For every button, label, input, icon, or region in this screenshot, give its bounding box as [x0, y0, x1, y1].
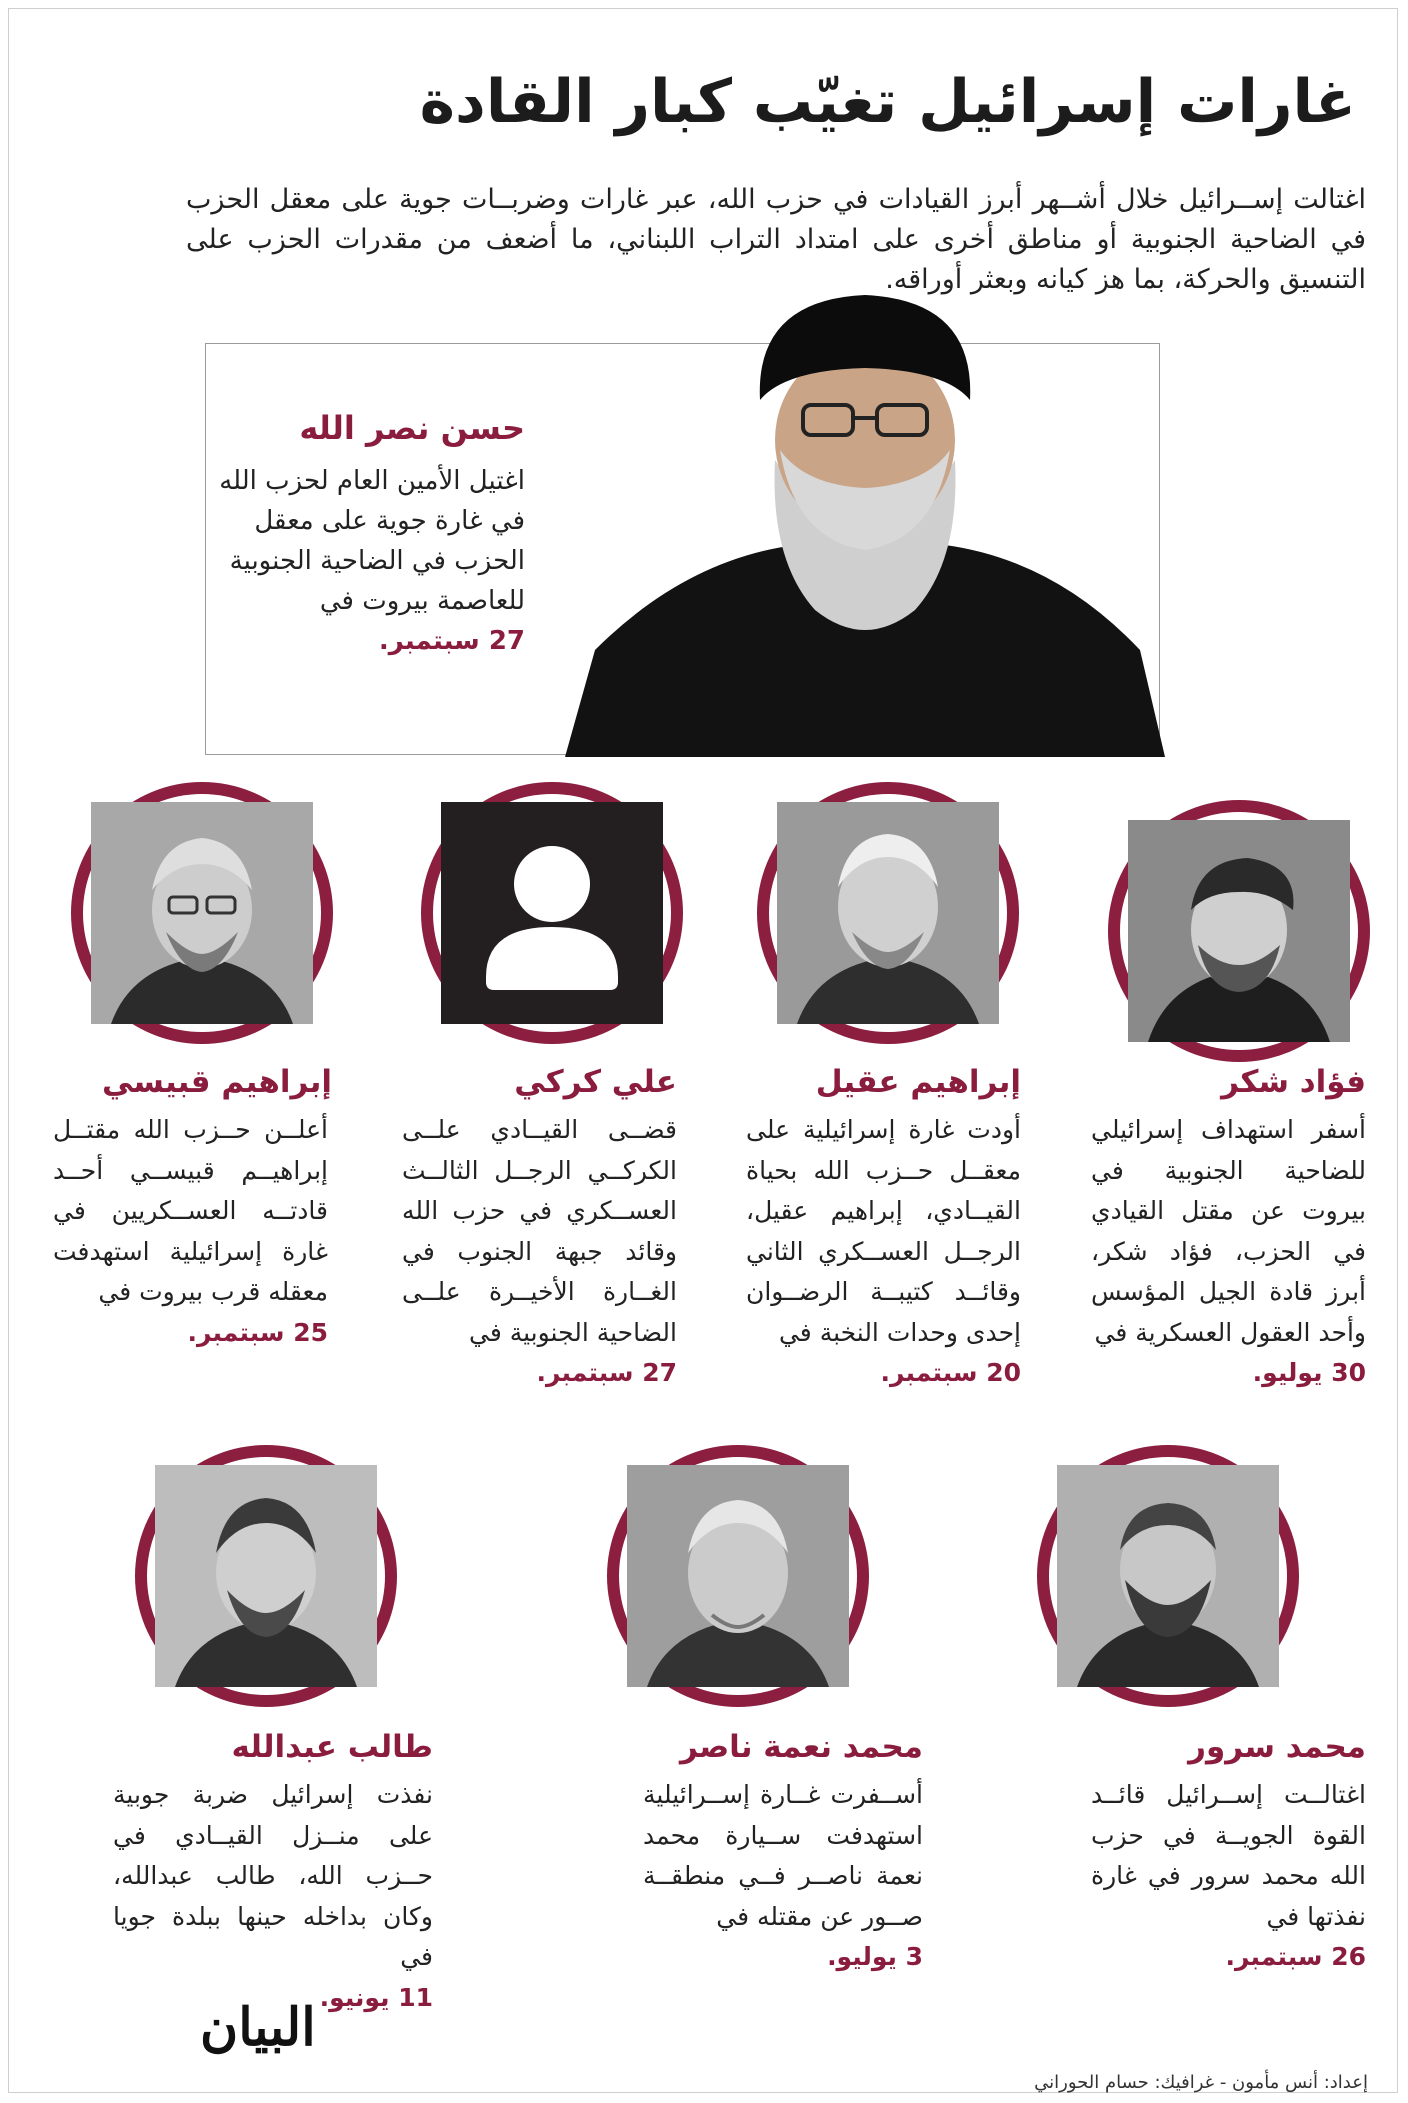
- user-icon: [441, 802, 663, 1024]
- page-title: غارات إسرائيل تغيّب كبار القادة: [419, 67, 1356, 137]
- card-name: إبراهيم قبيسي: [102, 1064, 332, 1100]
- card-date: 3 يوليو.: [827, 1942, 923, 1971]
- card-name: علي كركي: [514, 1064, 677, 1100]
- card-description: أسفر استهداف إسرائيلي للضاحية الجنوبية في بيروت عن مقتل القيادي في الحزب، فؤاد شكر، أبرز قادة الجيل المؤسس وأحد العقول العسكرية في: [1091, 1115, 1366, 1347]
- card-date: 25 سبتمبر.: [187, 1317, 328, 1347]
- feature-name: حسن نصر الله: [299, 409, 525, 447]
- intro-paragraph: اغتالت إســرائيل خلال أشــهر أبرز القيادات في حزب الله، عبر غارات وضربــات جوية على معقل الحزب في الضاحية الجنوبية أو مناطق أخرى على امتداد التراب اللبناني، ما أضعف من مقدرات الحزب على التنسيق والحركة، بما هز كيانه وبعثر أوراقه.: [186, 184, 1366, 295]
- card-name: طالب عبدالله: [231, 1729, 433, 1765]
- feature-description: اغتيل الأمين العام لحزب الله في غارة جوية على معقل الحزب في الضاحية الجنوبية للعاصمة بيروت في: [219, 466, 525, 616]
- card-description: قضــى القيــادي علــى الكركــي الرجــل الثالــث العســكري في حزب الله وقائد جبهة الجنوب في الغــارة الأخيــرة علــى الضاحية الجنوبية في: [402, 1115, 677, 1347]
- feature-date: 27 سبتمبر.: [378, 626, 525, 656]
- card-name: محمد نعمة ناصر: [679, 1729, 923, 1765]
- profile-ring: [607, 1445, 869, 1707]
- placeholder-avatar: [441, 802, 663, 1024]
- card-name: فؤاد شكر: [1221, 1064, 1366, 1100]
- profile-ring: [1108, 800, 1370, 1062]
- profile-photo: [155, 1465, 377, 1687]
- card-name: محمد سرور: [1188, 1729, 1366, 1765]
- profile-photo: [627, 1465, 849, 1687]
- profile-photo: [777, 802, 999, 1024]
- profile-ring: [71, 782, 333, 1044]
- card-description: أودت غارة إسرائيلية على معقــل حــزب الله بحياة القيــادي، إبراهيم عقيل، الرجــل العســكري الثاني وقائــد كتيبــة الرضــوان إحدى وحدات النخبة في: [746, 1115, 1021, 1347]
- card-body: [1091, 1110, 1366, 1394]
- profile-photo: [1057, 1465, 1279, 1687]
- portrait-photo: [565, 310, 1165, 757]
- feature-body: [215, 461, 525, 661]
- card-date: 30 يوليو.: [1252, 1358, 1366, 1387]
- card-body: [746, 1110, 1021, 1394]
- card-date: 27 سبتمبر.: [536, 1358, 677, 1387]
- profile-ring: [421, 782, 683, 1044]
- profile-ring: [757, 782, 1019, 1044]
- card-body: [53, 1110, 328, 1353]
- card-date: 20 سبتمبر.: [880, 1358, 1021, 1387]
- card-date: 26 سبتمبر.: [1225, 1942, 1366, 1971]
- card-name: إبراهيم عقيل: [815, 1064, 1021, 1100]
- card-body: [643, 1775, 923, 1978]
- feature-text: [215, 405, 525, 661]
- card-body: [113, 1775, 433, 2018]
- card-body: [402, 1110, 677, 1394]
- svg-text:البيان: البيان: [200, 1997, 316, 2058]
- card-description: اغتالــت إســرائيل قائــد القوة الجويــة في حزب الله محمد سرور في غارة نفذتها في: [1091, 1780, 1366, 1931]
- card-date: 11 يونيو.: [319, 1982, 433, 2012]
- profile-photo: [91, 802, 313, 1024]
- profile-ring: [135, 1445, 397, 1707]
- profile-ring: [1037, 1445, 1299, 1707]
- card-description: نفذت إسرائيل ضربة جوبية على منــزل القيــادي في حــزب الله، طالب عبدالله، وكان بداخله حينها ببلدة جويا في: [113, 1780, 433, 1971]
- card-body: [1091, 1775, 1366, 1978]
- card-description: أعلــن حــزب الله مقتــل إبراهيــم قبيســي أحــد قادتــه العســكريين في غارة إسرائيلية استهدفت معقله قرب بيروت في: [53, 1115, 328, 1306]
- al-bayan-logo: [40, 1990, 316, 2070]
- credits: إعداد: أنس مأمون - غرافيك: حسام الحوراني: [1034, 2072, 1368, 2093]
- card-description: أســفرت غــارة إســرائيلية استهدفت ســيارة محمد نعمة ناصــر فــي منطقــة صــور عن مقتله في: [643, 1780, 923, 1931]
- profile-photo: [1128, 820, 1350, 1042]
